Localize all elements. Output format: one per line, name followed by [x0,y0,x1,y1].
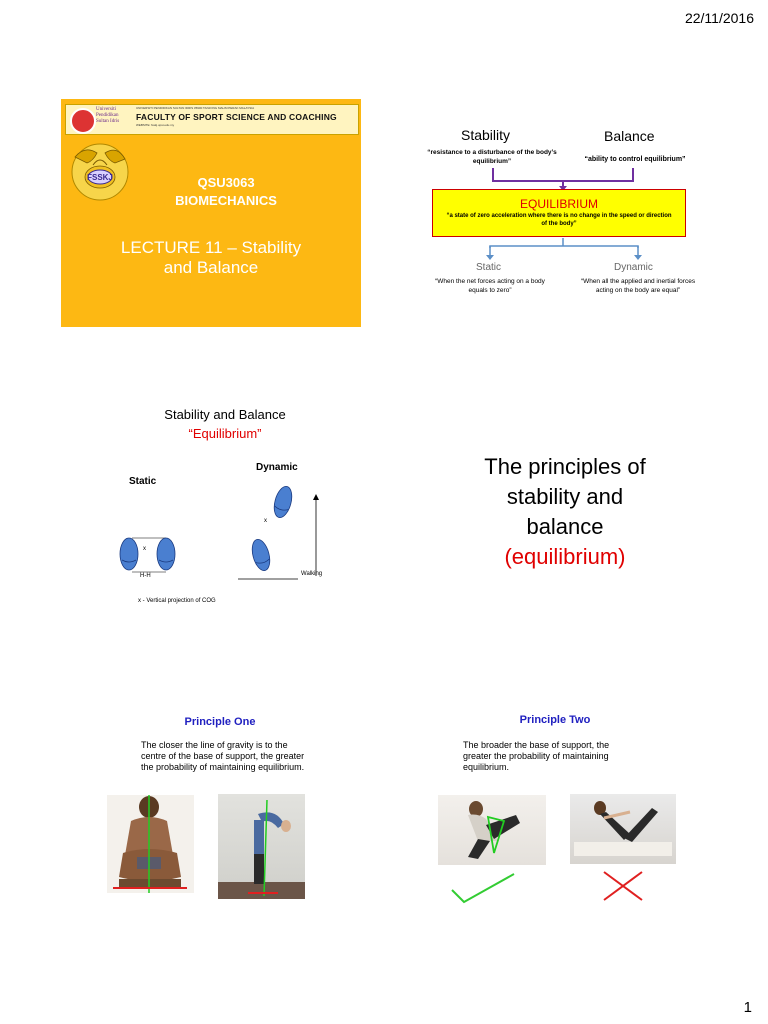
hh-label: H-H [140,573,151,579]
banner-address-bottom: WEBSITE: fsskj.upsi.edu.my [136,123,175,127]
stability-label: Stability [461,127,511,143]
cog-mark-static: x [143,546,146,552]
stability-definition: “resistance to a disturbance of the body’s equilibrium” [427,149,557,165]
left-foot-static-icon [120,538,138,570]
slide3-title: Stability and Balance [164,407,286,422]
check-mark-icon [448,870,518,910]
leaning-woman-photo [218,794,305,899]
balance-definition: “ability to control equilibrium” [584,156,686,163]
bracket-line [493,168,633,181]
static-arrow-icon [486,255,494,260]
slide3-subtitle: “Equilibrium” [188,426,262,441]
static-heading: Static [129,476,157,487]
course-code: QSU3063 [197,175,255,190]
equilibrium-definition: “a state of zero acceleration where there is no change in the speed or direction of the body” [446,213,672,227]
dynamic-label: Dynamic [614,262,653,273]
walking-arrowhead-icon [313,494,319,500]
walking-label: Walking [301,571,323,577]
dynamic-heading: Dynamic [256,462,298,473]
banner-address-top: UNIVERSITI PENDIDIKAN SULTAN IDRIS 35900 TANJONG MALIM PERAK MALAYSIA [136,106,255,110]
split-line [490,246,638,248]
principle-two-heading: Principle Two [519,714,591,726]
slide-title-lecture [61,99,361,327]
principle-one-text: The closer the line of gravity is to the centre of the base of support, the greater the probability of maintaining equilibrium. [141,740,305,772]
rear-foot-dynamic-icon [249,537,273,572]
university-logo-icon [70,108,96,134]
principle-two-text: The broader the base of support, the greater the probability of maintaining equilibrium. [463,740,610,772]
page-number: 1 [743,999,752,1016]
squatting-man-photo [107,795,194,893]
faculty-banner [65,104,359,135]
course-code-block [61,174,361,210]
university-name: Universiti Pendidikan Sultan Idris [96,107,120,124]
lecture-title: LECTURE 11 – Stability and Balance [120,238,302,277]
course-name: BIOMECHANICS [175,193,277,208]
print-date: 22/11/2016 [684,10,754,26]
dynamic-definition: “When all the applied and inertial forces acting on the body are equal” [580,278,696,294]
cog-caption: x - Vertical projection of COG [138,598,216,604]
right-foot-static-icon [157,538,175,570]
cross-mark-icon [600,868,646,904]
emblem-label: FSSKJ [87,173,113,182]
faculty-name: FACULTY OF SPORT SCIENCE AND COACHING [136,112,337,122]
equilibrium-title: EQUILIBRIUM [519,197,598,211]
static-definition: “When the net forces acting on a body equals to zero” [435,278,545,294]
front-foot-dynamic-icon [271,484,295,519]
balance-label: Balance [604,128,655,144]
static-label: Static [476,262,502,273]
dynamic-arrow-icon [634,255,642,260]
boat-pose-photo [570,794,676,864]
principles-title: The principles of stability and balance (equilibrium) [484,454,646,569]
principle-one-heading: Principle One [184,716,256,728]
wide-stance-photo [438,795,546,865]
equilibrium-box [432,189,686,237]
cog-mark-dynamic: x [264,518,267,524]
